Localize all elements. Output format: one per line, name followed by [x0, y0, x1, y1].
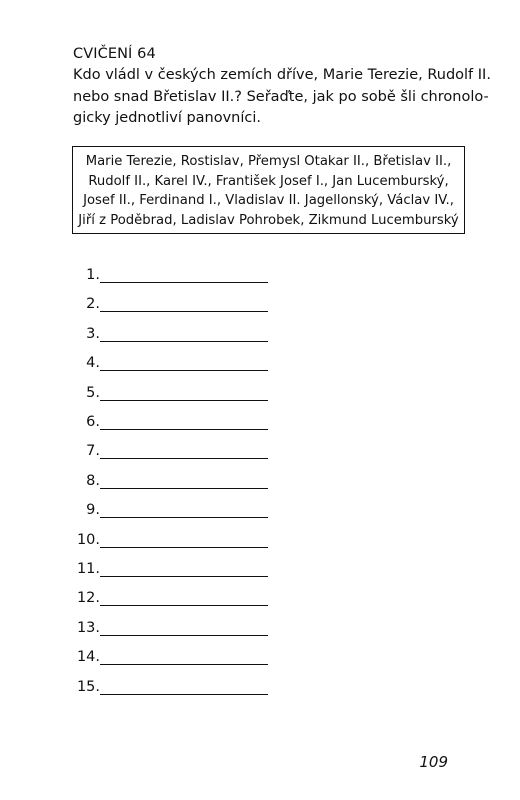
answer-blank-line[interactable] — [100, 576, 268, 577]
answer-blank-line[interactable] — [100, 311, 268, 312]
answer-number: 11. — [76, 561, 100, 577]
answer-number: 9. — [86, 502, 100, 519]
answer-blank-line[interactable] — [100, 694, 268, 695]
answer-number: 10. — [76, 531, 100, 548]
prompt-line: gicky jednotliví panovníci. — [73, 110, 262, 126]
answer-number: 15. — [76, 678, 100, 695]
names-line: Rudolf II., Karel IV., František Josef I., Jan Lucemburský, — [88, 173, 449, 189]
answer-blank-line[interactable] — [100, 429, 268, 430]
answer-blank-line[interactable] — [100, 370, 268, 371]
answer-row — [0, 264, 300, 290]
answer-blank-line[interactable] — [100, 605, 268, 606]
answer-row — [0, 587, 300, 613]
answer-row — [0, 558, 300, 584]
answer-row — [0, 382, 300, 408]
answer-number: 7. — [86, 443, 100, 460]
answer-blank-line[interactable] — [100, 400, 268, 401]
answer-row — [0, 293, 300, 319]
exercise-title: CVIČENÍ 64 — [73, 46, 156, 62]
answer-number: 13. — [76, 619, 100, 636]
prompt-line: nebo snad Břetislav II.? Seřaďte, jak po sobě šli chronolo- — [73, 88, 489, 105]
answer-blank-line[interactable] — [100, 635, 268, 636]
answer-row — [0, 617, 300, 643]
answer-number: 8. — [86, 472, 100, 489]
answer-blank-line[interactable] — [100, 488, 268, 489]
answer-number: 6. — [86, 414, 100, 430]
answer-row — [0, 646, 300, 672]
exercise-prompt — [73, 65, 491, 130]
answer-row — [0, 440, 300, 466]
prompt-line: Kdo vládl v českých zemích dříve, Marie Terezie, Rudolf II. — [73, 67, 491, 83]
names-line: Jiří z Poděbrad, Ladislav Pohrobek, Zikmund Lucemburský — [78, 212, 459, 228]
answer-blank-line[interactable] — [100, 282, 268, 283]
answer-number: 4. — [86, 355, 100, 372]
answer-row — [0, 323, 300, 349]
answer-row — [0, 352, 300, 378]
page-number: 109 — [419, 753, 448, 771]
answer-row — [0, 470, 300, 496]
answer-number: 14. — [76, 649, 100, 666]
names-line: Josef II., Ferdinand I., Vladislav II. Jagellonský, Václav IV., — [83, 193, 454, 209]
answer-row — [0, 529, 300, 555]
answer-number: 12. — [76, 590, 100, 607]
answer-number: 3. — [86, 325, 100, 342]
answer-number: 2. — [86, 296, 100, 313]
answer-row — [0, 411, 300, 437]
answer-blank-line[interactable] — [100, 547, 268, 548]
answer-blank-line[interactable] — [100, 341, 268, 342]
answer-blank-line[interactable] — [100, 517, 268, 518]
names-line: Marie Terezie, Rostislav, Přemysl Otakar II., Břetislav II., — [85, 154, 452, 169]
rulers-names-box — [72, 146, 465, 234]
answer-blank-line[interactable] — [100, 458, 268, 459]
answer-row — [0, 499, 300, 525]
answer-row — [0, 676, 300, 702]
answer-number: 5. — [86, 384, 100, 401]
answer-number: 1. — [86, 267, 100, 283]
answer-blank-line[interactable] — [100, 664, 268, 665]
